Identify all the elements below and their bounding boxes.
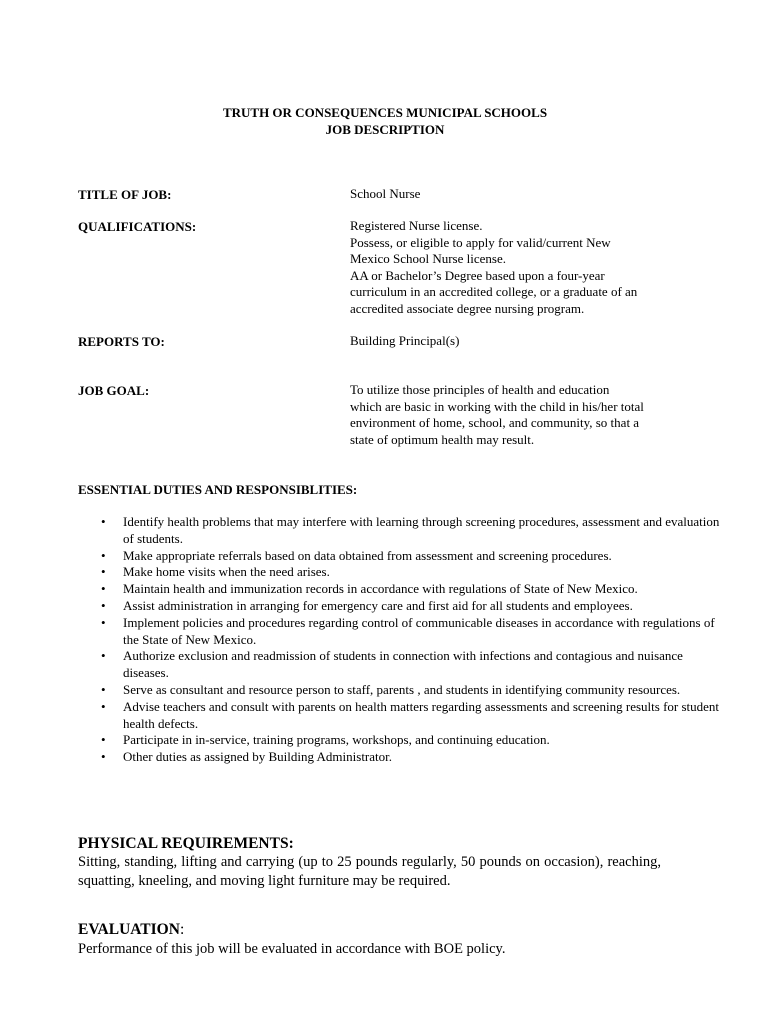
job-goal-line: environment of home, school, and community, so that a — [350, 415, 640, 430]
duty-item: • Make appropriate referrals based on data obtained from assessment and screening procedures. — [123, 548, 723, 565]
qualification-line: curriculum in an accredited college, or a graduate of an — [350, 284, 638, 299]
qualification-line: accredited associate degree nursing program. — [350, 300, 585, 316]
document-header — [0, 104, 770, 138]
job-goal-line: To utilize those principles of health and education — [350, 382, 610, 397]
job-goal-value — [350, 382, 680, 448]
duty-item: • Assist administration in arranging for emergency care and first aid for all students and employees. — [123, 598, 723, 615]
duties-heading: ESSENTIAL DUTIES AND RESPONSIBLITIES: — [78, 482, 358, 497]
duty-item: • Maintain health and immunization records in accordance with regulations of State of New Mexico. — [123, 581, 723, 598]
evaluation-text: Performance of this job will be evaluated in accordance with BOE policy. — [78, 941, 506, 957]
duty-item: • Make home visits when the need arises. — [123, 564, 723, 581]
qualifications-label: QUALIFICATIONS: — [78, 219, 197, 234]
duty-item: • Advise teachers and consult with parents on health matters regarding assessments and screening results for student health defects. — [123, 699, 723, 733]
duty-item: • Identify health problems that may interfere with learning through screening procedures, assessment and evaluation of students. — [123, 514, 723, 548]
evaluation-heading — [78, 920, 184, 939]
duty-item: • Other duties as assigned by Building Administrator. — [123, 749, 723, 766]
physical-requirements-heading: PHYSICAL REQUIREMENTS: — [78, 835, 294, 852]
qualification-line: Mexico School Nurse license. — [350, 251, 506, 266]
duty-item: • Serve as consultant and resource person to staff, parents , and students in identifying community resources. — [123, 682, 723, 699]
reports-to-label: REPORTS TO: — [78, 334, 165, 349]
qualification-line: Possess, or eligible to apply for valid/current New — [350, 234, 611, 250]
job-goal-line: which are basic in working with the child in his/her total — [350, 398, 644, 414]
qualification-line: Registered Nurse license. — [350, 218, 483, 233]
evaluation-colon: : — [179, 921, 185, 938]
job-goal-line: state of optimum health may result. — [350, 431, 535, 447]
duty-item: • Implement policies and procedures regarding control of communicable diseases in accordance with regulations of the State of New Mexico. — [123, 615, 723, 649]
title-of-job-value: School Nurse — [350, 186, 421, 201]
duty-item: • Authorize exclusion and readmission of students in connection with infections and contagious and nuisance diseases. — [123, 648, 723, 682]
job-goal-label: JOB GOAL: — [78, 383, 150, 398]
qualification-line: AA or Bachelor’s Degree based upon a four-year — [350, 267, 605, 283]
qualifications-value — [350, 218, 680, 317]
reports-to-value: Building Principal(s) — [350, 333, 460, 348]
district-name: TRUTH OR CONSEQUENCES MUNICIPAL SCHOOLS — [222, 105, 548, 120]
title-of-job-label: TITLE OF JOB: — [78, 187, 172, 202]
physical-requirements-text: Sitting, standing, lifting and carrying (up to 25 pounds regularly, 50 pounds on occasion), reaching, squatting, kneeling, and moving light furniture may be required. — [78, 854, 661, 889]
evaluation-title: EVALUATION — [78, 921, 180, 938]
duty-item: • Participate in in-service, training programs, workshops, and continuing education. — [123, 732, 723, 749]
duties-list — [78, 514, 723, 766]
document-type: JOB DESCRIPTION — [325, 122, 445, 137]
